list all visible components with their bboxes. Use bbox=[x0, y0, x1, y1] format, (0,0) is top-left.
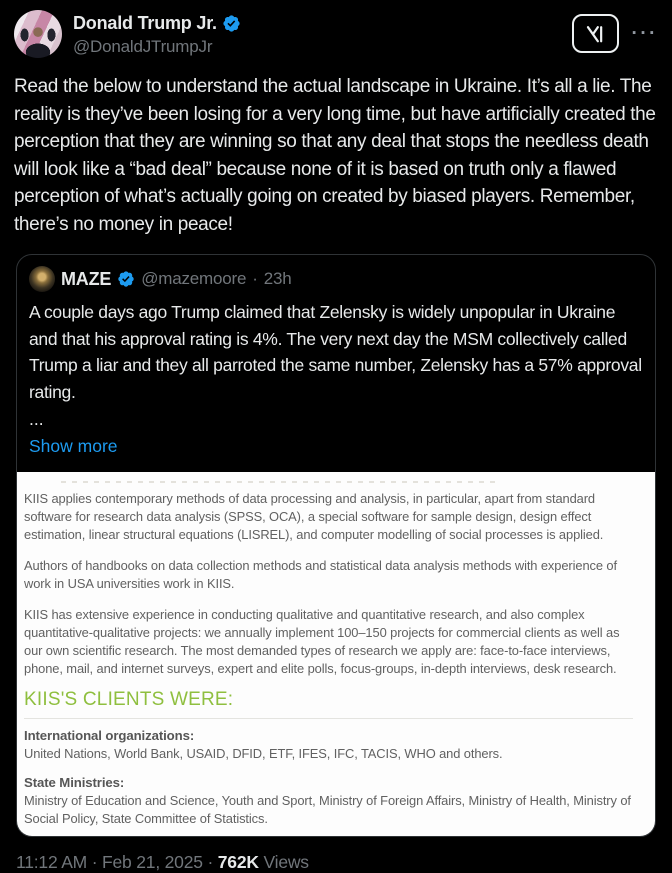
author-handle[interactable]: @DonaldJTrumpJr bbox=[73, 37, 213, 56]
quote-tweet-text: A couple days ago Trump claimed that Zelensky is widely unpopular in Ukraine and that his approval rating is 4%. The very next day the MSM collectively called Trump a liar and they all parroted the same number, Zelensky has a 57% approval rating. bbox=[29, 302, 642, 402]
quote-header bbox=[29, 266, 643, 292]
quote-verified-badge-icon bbox=[117, 270, 135, 288]
views-count: 762K bbox=[217, 852, 259, 872]
meta-separator: · bbox=[91, 852, 98, 872]
kiis-paragraph: KIIS has extensive experience in conducting qualitative and quantitative research, and also complex quantitative-qualitative projects: we annually implement 100–150 projects for commercial clients as well as our own scientific research. The most demanded types of research we apply are: face-to-face interviews, phone, mail, and internet surveys, expert and elite polls, focus-groups, in-depth interviews, desk research. bbox=[24, 607, 620, 676]
author-display-name[interactable]: Donald Trump Jr. bbox=[73, 13, 217, 33]
kiis-paragraph: KIIS applies contemporary methods of data processing and analysis, in particular, apart from standard software for research data analysis (SPSS, OCA), a special software for sample design, design effect estimation, linear structural equations (LISREL), and computer modelling of social processes is applied. bbox=[24, 491, 604, 542]
kiis-clients-heading: KIIS'S CLIENTS WERE: bbox=[24, 689, 234, 710]
kiis-section-ministries bbox=[24, 774, 633, 828]
xai-logo-icon bbox=[584, 23, 606, 45]
grok-enhance-button[interactable] bbox=[572, 14, 619, 53]
tweet-date: Feb 21, 2025 bbox=[102, 852, 203, 872]
tweet-text: Read the below to understand the actual landscape in Ukraine. It’s all a lie. The reality is they’ve been losing for a very long time, but have artificially created the perception that they are winning so that any deal that stops the needless death will look like a “bad deal” because none of it is based on truth only a flawed perception of what’s actually going on created by biased players. Remember, there’s no money in peace! bbox=[14, 76, 661, 235]
kiis-section-title: State Ministries: bbox=[24, 775, 125, 790]
tweet-time: 11:12 AM bbox=[16, 852, 88, 872]
quote-media-image[interactable] bbox=[17, 472, 655, 836]
quote-tweet-card[interactable] bbox=[16, 254, 656, 837]
quote-timestamp: 23h bbox=[263, 269, 292, 288]
tweet-meta-row bbox=[16, 852, 656, 873]
views-label: Views bbox=[263, 852, 309, 872]
verified-badge-icon bbox=[222, 14, 241, 33]
quote-author-handle: @mazemoore bbox=[141, 269, 247, 288]
header-actions bbox=[572, 10, 658, 53]
tweet-header bbox=[14, 8, 658, 58]
kiis-section-body: United Nations, World Bank, USAID, DFID, ETF, IFES, IFC, TACIS, WHO and others. bbox=[24, 746, 503, 761]
kiis-section-body: Ministry of Education and Science, Youth and Sport, Ministry of Foreign Affairs, Ministry of Health, Ministry of Social Policy, State Committee of Statistics. bbox=[24, 793, 631, 826]
meta-separator: · bbox=[207, 852, 214, 872]
kiis-paragraph: Authors of handbooks on data collection methods and statistical data analysis methods with experience of work in USA universities work in KIIS. bbox=[24, 558, 617, 591]
quote-author-display-name: MAZE bbox=[61, 268, 112, 289]
quote-meta-separator: · bbox=[252, 269, 258, 288]
kiis-heading-divider bbox=[24, 718, 633, 719]
kiis-section-title: International organizations: bbox=[24, 728, 195, 743]
quote-author-avatar[interactable] bbox=[29, 266, 55, 292]
image-artifact-smudge bbox=[61, 481, 499, 483]
quote-truncation-ellipsis: ... bbox=[29, 409, 44, 429]
show-more-link[interactable]: Show more bbox=[29, 436, 118, 456]
kiis-section-international bbox=[24, 727, 633, 763]
author-names bbox=[73, 10, 241, 57]
more-options-icon[interactable]: ··· bbox=[631, 23, 658, 44]
author-avatar[interactable] bbox=[14, 10, 62, 58]
